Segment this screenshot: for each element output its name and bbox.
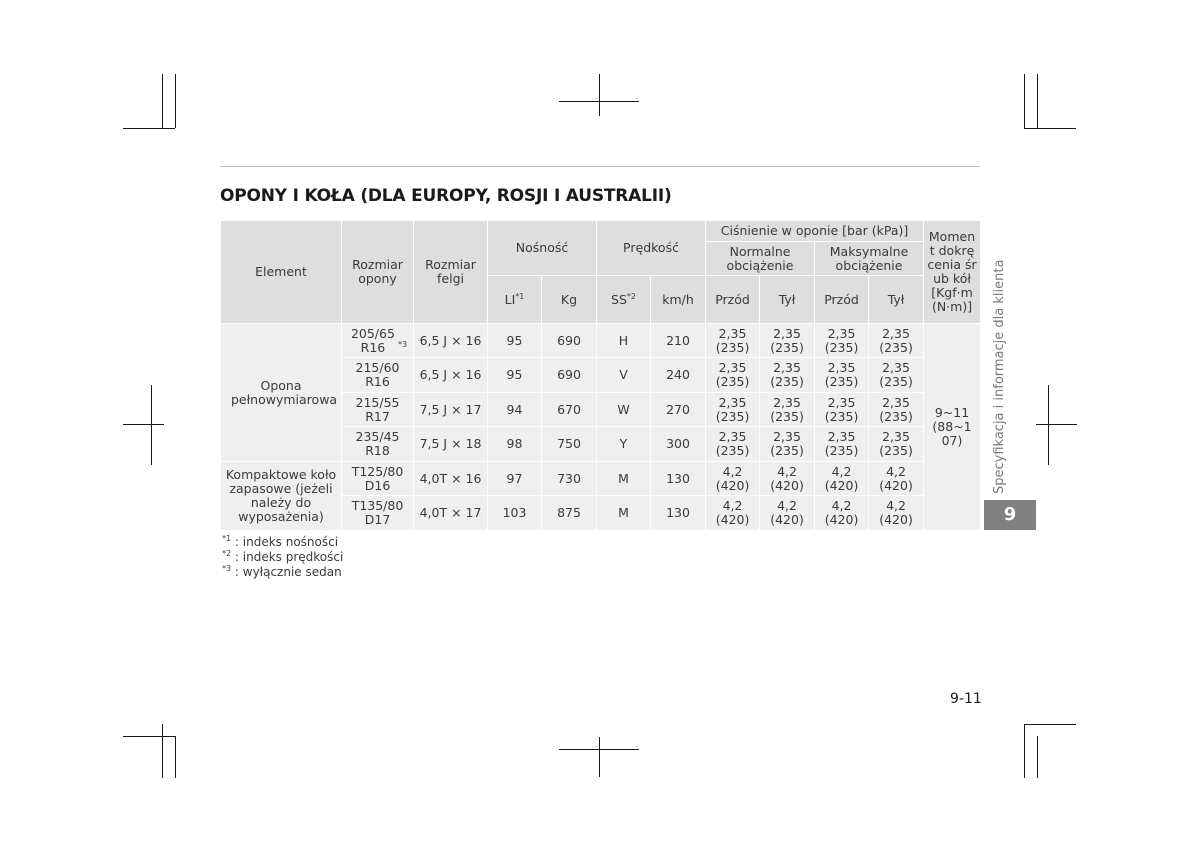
tire-spec-table	[220, 220, 981, 531]
cell-rim: 4,0T × 16	[414, 462, 488, 496]
header-tire-size: Rozmiar opony	[342, 221, 414, 324]
header-element: Element	[221, 221, 342, 324]
cell-normal-front: 4,2 (420)	[706, 462, 760, 496]
cell-normal-rear: 2,35 (235)	[760, 324, 815, 358]
header-speed: Prędkość	[597, 221, 706, 276]
cell-normal-front: 2,35 (235)	[706, 427, 760, 462]
cell-max-front: 2,35 (235)	[815, 393, 869, 427]
crop-mark	[123, 424, 164, 425]
cell-tire-size: T135/80 D17	[342, 496, 414, 531]
crop-mark	[1048, 385, 1049, 465]
cell-max-front: 2,35 (235)	[815, 324, 869, 358]
crop-mark	[1024, 128, 1076, 129]
cell-kmh: 300	[651, 427, 706, 462]
cell-ss: W	[597, 393, 651, 427]
cell-li: 94	[488, 393, 542, 427]
cell-max-rear: 2,35 (235)	[869, 324, 924, 358]
cell-max-rear: 4,2 (420)	[869, 496, 924, 531]
crop-mark	[1024, 74, 1025, 128]
page-title: OPONY I KOŁA (DLA EUROPY, ROSJI I AUSTRALII)	[220, 186, 672, 206]
cell-ss: Y	[597, 427, 651, 462]
cell-kg: 670	[542, 393, 597, 427]
cell-kg: 690	[542, 324, 597, 358]
cell-tire-size: 215/60 R16	[342, 358, 414, 393]
cell-max-front: 2,35 (235)	[815, 358, 869, 393]
header-front-normal: Przód	[706, 276, 760, 324]
header-ss: SS$^{*2}$	[597, 276, 651, 324]
crop-mark	[162, 74, 163, 128]
header-rear-normal: Tył	[760, 276, 815, 324]
cell-kmh: 240	[651, 358, 706, 393]
cell-li: 98	[488, 427, 542, 462]
cell-rim: 7,5 J × 17	[414, 393, 488, 427]
cell-li: 103	[488, 496, 542, 531]
footnotes	[222, 535, 343, 580]
cell-ss: M	[597, 462, 651, 496]
cell-normal-front: 2,35 (235)	[706, 393, 760, 427]
header-kg: Kg	[542, 276, 597, 324]
crop-mark	[162, 724, 163, 778]
cell-rim: 4,0T × 17	[414, 496, 488, 531]
header-front-max: Przód	[815, 276, 869, 324]
cell-kg: 750	[542, 427, 597, 462]
cell-normal-front: 2,35 (235)	[706, 358, 760, 393]
cell-rim: 6,5 J × 16	[414, 324, 488, 358]
cell-kmh: 130	[651, 496, 706, 531]
crop-mark	[1024, 724, 1025, 778]
header-rear-max: Tył	[869, 276, 924, 324]
cell-max-rear: 4,2 (420)	[869, 462, 924, 496]
header-load: Nośność	[488, 221, 597, 276]
crop-mark	[175, 74, 176, 128]
cell-normal-front: 2,35 (235)	[706, 324, 760, 358]
cell-kg: 730	[542, 462, 597, 496]
cell-normal-front: 4,2 (420)	[706, 496, 760, 531]
header-torque: Moment dokręcenia śrub kół [Kgf·m (N·m)]	[924, 221, 981, 324]
header-rim-size: Rozmiar felgi	[414, 221, 488, 324]
cell-ss: H	[597, 324, 651, 358]
cell-max-rear: 2,35 (235)	[869, 427, 924, 462]
cell-max-front: 4,2 (420)	[815, 496, 869, 531]
cell-rim: 7,5 J × 18	[414, 427, 488, 462]
cell-tire-size: 205/65 R16 $^{*3}$	[342, 324, 414, 358]
cell-normal-rear: 4,2 (420)	[760, 496, 815, 531]
cell-kmh: 130	[651, 462, 706, 496]
table-row	[221, 462, 981, 496]
cell-ss: V	[597, 358, 651, 393]
header-max-load: Maksymalne obciążenie	[815, 242, 924, 276]
cell-normal-rear: 2,35 (235)	[760, 358, 815, 393]
cell-li: 95	[488, 358, 542, 393]
group-full-size: Opona pełnowymiarowa	[221, 324, 342, 462]
footnote: $^{*2}$ : indeks prędkości	[222, 549, 344, 564]
table-row	[221, 324, 981, 358]
cell-li: 97	[488, 462, 542, 496]
cell-tire-size: T125/80 D16	[342, 462, 414, 496]
group-compact-spare: Kompaktowe koło zapasowe (jeżeli należy do wyposażenia)	[221, 462, 342, 531]
cell-normal-rear: 2,35 (235)	[760, 393, 815, 427]
section-side-label: Specyfikacja i informacje dla klienta	[992, 259, 1007, 494]
crop-mark	[599, 737, 600, 777]
crop-mark	[1024, 724, 1076, 725]
crop-mark	[1036, 424, 1077, 425]
cell-max-front: 4,2 (420)	[815, 462, 869, 496]
header-li: LI$^{*1}$	[488, 276, 542, 324]
footnote: $^{*1}$ : indeks nośności	[222, 534, 339, 549]
crop-mark	[123, 736, 175, 737]
cell-kmh: 210	[651, 324, 706, 358]
header-rule	[220, 166, 980, 167]
header-normal-load: Normalne obciążenie	[706, 242, 815, 276]
header-pressure: Ciśnienie w oponie [bar (kPa)]	[706, 221, 924, 242]
cell-li: 95	[488, 324, 542, 358]
chapter-tab: 9	[984, 500, 1036, 530]
cell-max-front: 2,35 (235)	[815, 427, 869, 462]
cell-rim: 6,5 J × 16	[414, 358, 488, 393]
crop-mark	[1037, 736, 1038, 778]
crop-mark	[1037, 74, 1038, 128]
cell-tire-size: 215/55 R17	[342, 393, 414, 427]
cell-kmh: 270	[651, 393, 706, 427]
cell-max-rear: 2,35 (235)	[869, 358, 924, 393]
crop-mark	[151, 385, 152, 465]
cell-tire-size: 235/45 R18	[342, 427, 414, 462]
cell-normal-rear: 4,2 (420)	[760, 462, 815, 496]
page-number: 9-11	[950, 691, 982, 707]
crop-mark	[175, 736, 176, 778]
crop-mark	[599, 74, 600, 116]
cell-torque: 9~11 (88~107)	[924, 324, 981, 531]
crop-mark	[123, 128, 175, 129]
cell-normal-rear: 2,35 (235)	[760, 427, 815, 462]
footnote: $^{*3}$ : wyłącznie sedan	[222, 564, 342, 579]
cell-kg: 690	[542, 358, 597, 393]
cell-max-rear: 2,35 (235)	[869, 393, 924, 427]
cell-kg: 875	[542, 496, 597, 531]
cell-ss: M	[597, 496, 651, 531]
header-kmh: km/h	[651, 276, 706, 324]
